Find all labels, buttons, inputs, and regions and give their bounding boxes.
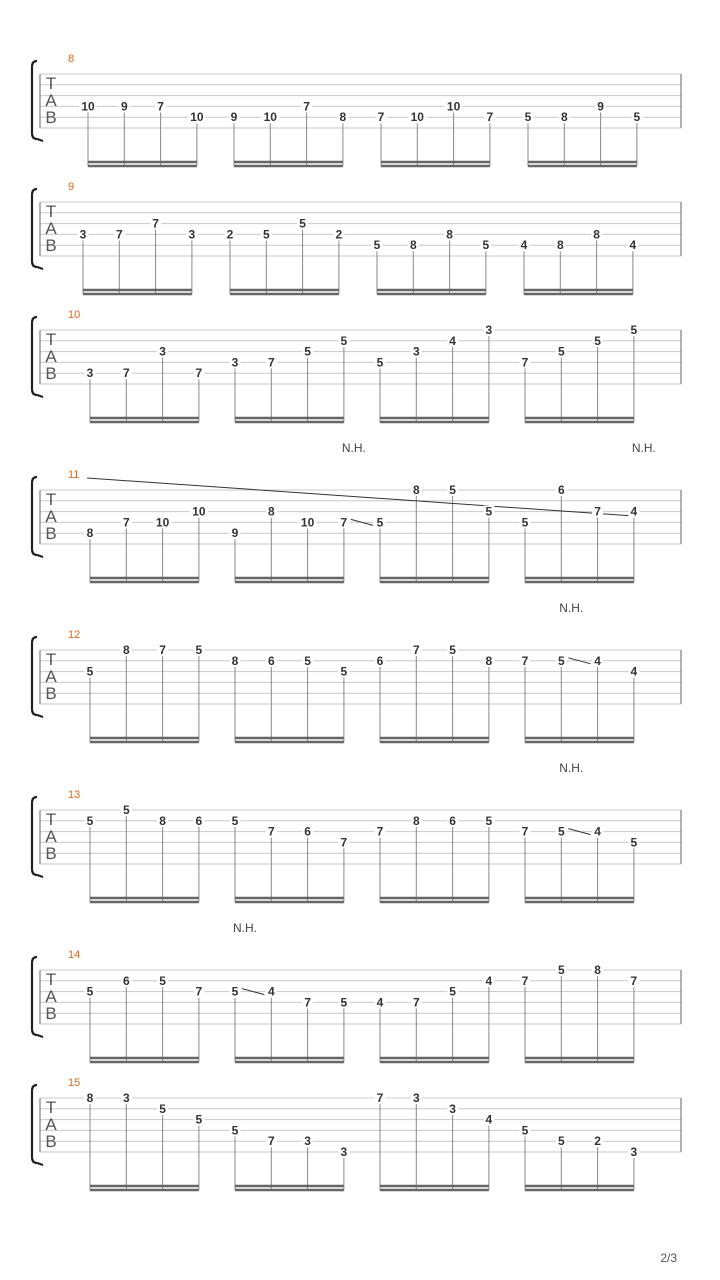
system-bracket: [32, 1085, 43, 1165]
tab-clef-letter: A: [45, 1115, 57, 1134]
fret-number: 7: [594, 504, 601, 519]
fret-number: 7: [412, 995, 420, 1010]
fret-number: 2: [594, 1134, 601, 1149]
fret-number: 3: [86, 366, 94, 381]
fret-number: 7: [521, 973, 529, 988]
fret-number: 4: [630, 664, 638, 679]
fret-number: 3: [231, 355, 239, 370]
bar-number: 15: [68, 1077, 81, 1089]
tab-clef-letter: T: [45, 202, 57, 221]
tab-clef-letter: A: [45, 667, 57, 686]
tab-clef-letter: A: [45, 827, 57, 846]
fret-number: 9: [120, 99, 128, 114]
fret-number: 7: [122, 515, 130, 530]
fret-number: 4: [485, 973, 493, 988]
fret-number: 3: [485, 323, 493, 337]
fret-number: 7: [267, 824, 275, 839]
fret-number: 10: [155, 515, 170, 530]
fret-number: 5: [630, 323, 638, 337]
bar-number: 11: [68, 469, 80, 481]
fret-number: 5: [557, 653, 565, 668]
fret-number: 5: [231, 1123, 239, 1138]
bar-number: 8: [68, 53, 75, 65]
tab-clef-letter: A: [45, 219, 57, 238]
slur-line: [87, 478, 634, 516]
fret-number: 7: [303, 99, 310, 114]
fret-number: 5: [557, 963, 565, 977]
fret-number: 5: [262, 227, 270, 242]
fret-number: 7: [157, 99, 164, 114]
fret-number: 5: [485, 504, 493, 519]
fret-number: 7: [630, 973, 638, 988]
fret-number: 5: [86, 664, 94, 679]
tab-clef-letter: A: [45, 507, 57, 526]
fret-number: 6: [304, 824, 311, 839]
fret-number: 3: [79, 227, 87, 242]
tab-clef-letter: A: [45, 347, 57, 366]
fret-number: 7: [521, 653, 529, 668]
fret-number: 3: [188, 227, 196, 242]
fret-number: 3: [412, 1091, 420, 1105]
bar-number: 13: [68, 789, 81, 801]
fret-number: 10: [81, 99, 95, 114]
fret-number: 4: [267, 984, 275, 999]
fret-number: 6: [267, 653, 275, 668]
fret-number: 7: [304, 995, 311, 1010]
fret-number: 7: [377, 110, 385, 125]
fret-number: 8: [339, 110, 347, 125]
fret-number: 7: [195, 984, 203, 999]
fret-number: 8: [556, 238, 564, 253]
tab-clef-letter: B: [45, 364, 57, 383]
fret-number: 8: [593, 227, 600, 242]
bar-number: 12: [68, 629, 81, 641]
fret-number: 7: [267, 1134, 275, 1149]
system-bracket: [32, 317, 43, 397]
fret-number: 7: [486, 110, 494, 125]
fret-number: 8: [267, 504, 275, 519]
fret-number: 7: [376, 824, 384, 839]
fret-number: 8: [86, 1091, 94, 1105]
fret-number: 10: [192, 504, 206, 519]
fret-number: 5: [159, 973, 166, 988]
fret-number: 3: [304, 1134, 311, 1149]
tab-clef-letter: T: [45, 970, 57, 989]
fret-number: 7: [122, 366, 130, 381]
page-number: 2/3: [660, 1251, 677, 1265]
fret-number: 6: [376, 653, 384, 668]
system-bracket: [32, 637, 43, 717]
fret-number: 5: [159, 1101, 166, 1116]
system-bracket: [32, 189, 43, 269]
tab-clef-letter: B: [45, 524, 57, 543]
fret-number: 4: [594, 653, 601, 668]
fret-number: 5: [304, 344, 311, 359]
fret-number: 5: [376, 515, 384, 530]
fret-number: 5: [231, 813, 239, 828]
fret-number: 4: [376, 995, 384, 1010]
tab-clef-letter: A: [45, 91, 57, 110]
tab-clef-letter: B: [45, 844, 57, 863]
tab-system: [32, 441, 681, 582]
fret-number: 10: [190, 110, 204, 125]
fret-number: 5: [449, 984, 456, 999]
fret-number: 10: [263, 110, 277, 125]
fret-number: 5: [122, 803, 130, 817]
fret-number: 5: [340, 995, 348, 1010]
fret-number: 3: [412, 344, 420, 359]
tab-clef-letter: T: [45, 74, 57, 93]
fret-number: 8: [485, 653, 493, 668]
tab-clef-letter: T: [45, 330, 57, 349]
natural-harmonic-label: N.H.: [631, 441, 656, 455]
fret-number: 8: [560, 110, 568, 125]
fret-number: 5: [449, 483, 456, 497]
tab-clef-letter: B: [45, 236, 57, 255]
fret-number: 5: [231, 984, 239, 999]
fret-number: 7: [267, 355, 275, 370]
tab-system: [32, 761, 681, 902]
natural-harmonic-label: N.H.: [559, 601, 584, 615]
fret-number: 5: [521, 515, 529, 530]
fret-number: 9: [231, 526, 239, 541]
fret-number: 5: [557, 344, 565, 359]
fret-number: 5: [633, 110, 641, 125]
tab-system: [32, 181, 681, 294]
fret-number: 5: [340, 664, 348, 679]
bar-number: 14: [68, 949, 81, 961]
fret-number: 9: [230, 110, 238, 125]
fret-number: 5: [557, 1134, 565, 1149]
fret-number: 8: [231, 653, 239, 668]
fret-number: 5: [340, 333, 348, 348]
fret-number: 8: [412, 483, 420, 497]
bar-number: 9: [68, 181, 75, 193]
tab-clef-letter: B: [45, 1004, 57, 1023]
fret-number: 5: [521, 1123, 529, 1138]
fret-number: 2: [335, 227, 343, 242]
fret-number: 5: [524, 110, 532, 125]
fret-number: 5: [304, 653, 311, 668]
fret-number: 7: [412, 643, 420, 657]
fret-number: 3: [122, 1091, 130, 1105]
fret-number: 5: [630, 835, 638, 850]
natural-harmonic-label: N.H.: [233, 921, 257, 935]
bar-number: 10: [68, 309, 81, 321]
fret-number: 8: [594, 963, 601, 977]
tab-system: [32, 53, 681, 166]
system-bracket: [32, 797, 43, 877]
fret-number: 5: [86, 813, 94, 828]
fret-number: 6: [449, 813, 456, 828]
fret-number: 5: [557, 824, 565, 839]
fret-number: 2: [226, 227, 234, 242]
fret-number: 6: [195, 813, 203, 828]
fret-number: 8: [159, 813, 166, 828]
tab-system: [32, 921, 681, 1062]
fret-number: 10: [410, 110, 424, 125]
fret-number: 7: [115, 227, 123, 242]
system-bracket: [32, 957, 43, 1037]
fret-number: 7: [376, 1091, 384, 1105]
fret-number: 7: [159, 643, 166, 657]
fret-number: 5: [482, 238, 490, 253]
fret-number: 5: [594, 333, 601, 348]
fret-number: 7: [521, 824, 529, 839]
tab-clef-letter: T: [45, 650, 57, 669]
fret-number: 4: [629, 238, 637, 253]
tab-clef-letter: T: [45, 490, 57, 509]
fret-number: 10: [300, 515, 315, 530]
fret-number: 4: [449, 333, 456, 348]
fret-number: 8: [446, 227, 453, 242]
system-bracket: [32, 61, 43, 141]
fret-number: 7: [521, 355, 529, 370]
tab-clef-letter: T: [45, 810, 57, 829]
fret-number: 8: [86, 526, 94, 541]
tab-clef-letter: B: [45, 1132, 57, 1151]
tab-system: [32, 309, 681, 422]
fret-number: 4: [594, 824, 601, 839]
tab-clef-letter: T: [45, 1098, 57, 1117]
fret-number: 6: [557, 483, 565, 497]
fret-number: 4: [630, 504, 638, 519]
fret-number: 6: [122, 973, 130, 988]
fret-number: 7: [340, 835, 348, 850]
fret-number: 10: [446, 99, 461, 114]
fret-number: 4: [485, 1112, 493, 1127]
tab-system: [32, 1077, 681, 1190]
tab-clef-letter: A: [45, 987, 57, 1006]
fret-number: 5: [299, 216, 306, 231]
fret-number: 3: [340, 1145, 348, 1159]
system-bracket: [32, 477, 43, 557]
tab-clef-letter: B: [45, 684, 57, 703]
fret-number: 5: [449, 643, 456, 657]
fret-number: 5: [373, 238, 381, 253]
fret-number: 5: [86, 984, 94, 999]
tab-system: [32, 601, 681, 742]
fret-number: 4: [520, 238, 528, 253]
fret-number: 9: [597, 99, 604, 114]
natural-harmonic-label: N.H.: [341, 441, 366, 455]
fret-number: 7: [195, 366, 203, 381]
fret-number: 3: [630, 1145, 638, 1159]
fret-number: 5: [485, 813, 493, 828]
fret-number: 3: [449, 1101, 456, 1116]
fret-number: 8: [412, 813, 420, 828]
fret-number: 5: [195, 643, 203, 657]
natural-harmonic-label: N.H.: [559, 761, 584, 775]
fret-number: 8: [122, 643, 130, 657]
fret-number: 3: [159, 344, 166, 359]
fret-number: 7: [340, 515, 348, 530]
fret-number: 5: [376, 355, 384, 370]
tab-clef-letter: B: [45, 108, 57, 127]
fret-number: 7: [152, 216, 159, 231]
fret-number: 5: [195, 1112, 203, 1127]
fret-number: 8: [409, 238, 417, 253]
